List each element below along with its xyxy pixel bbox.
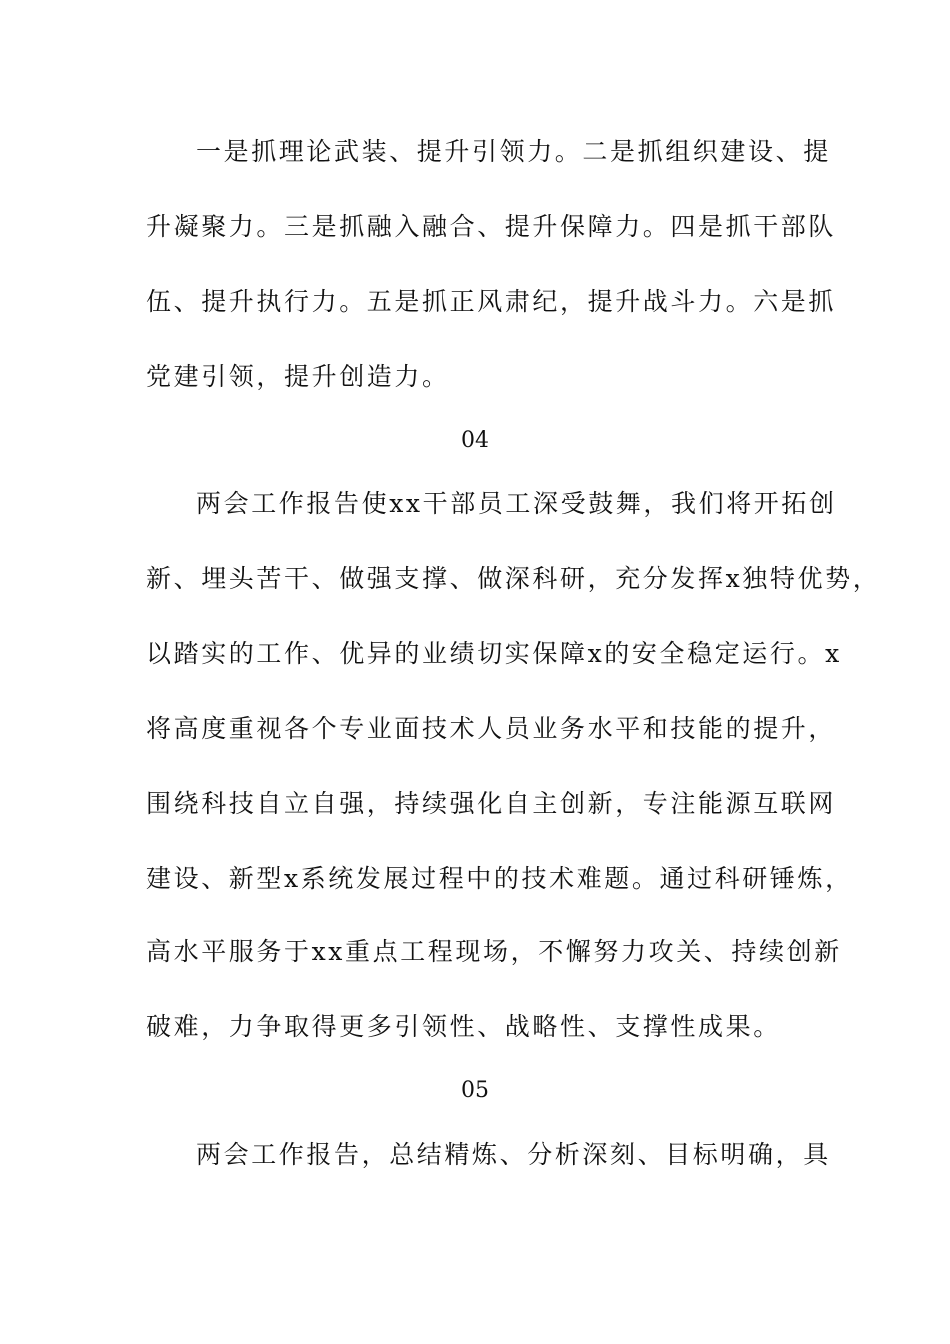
paragraph-line: 伍、提升执行力。五是抓正风肃纪，提升战斗力。六是抓 — [146, 287, 837, 316]
paragraph-line: 新、埋头苦干、做强支撑、做深科研，充分发挥x独特优势， — [146, 564, 881, 593]
section-heading-05: 05 — [461, 1078, 489, 1103]
paragraph-line: 升凝聚力。三是抓融入融合、提升保障力。四是抓干部队 — [146, 212, 837, 241]
paragraph-line: 党建引领，提升创造力。 — [146, 362, 450, 391]
paragraph-line: 将高度重视各个专业面技术人员业务水平和技能的提升， — [146, 714, 837, 743]
paragraph-line: 高水平服务于xx重点工程现场，不懈努力攻关、持续创新 — [146, 937, 842, 966]
paragraph-line: 围绕科技自立自强，持续强化自主创新，专注能源互联网 — [146, 789, 837, 818]
paragraph-line: 两会工作报告，总结精炼、分析深刻、目标明确，具 — [196, 1140, 831, 1169]
paragraph-line: 建设、新型x系统发展过程中的技术难题。通过科研锤炼， — [146, 864, 853, 893]
paragraph-line: 以踏实的工作、优异的业绩切实保障x的安全稳定运行。x — [146, 639, 842, 668]
paragraph-line: 破难，力争取得更多引领性、战略性、支撑性成果。 — [146, 1012, 781, 1041]
paragraph-line: 两会工作报告使xx干部员工深受鼓舞，我们将开拓创 — [196, 489, 837, 518]
section-heading-04: 04 — [461, 428, 489, 453]
paragraph-line: 一是抓理论武装、提升引领力。二是抓组织建设、提 — [196, 137, 831, 166]
